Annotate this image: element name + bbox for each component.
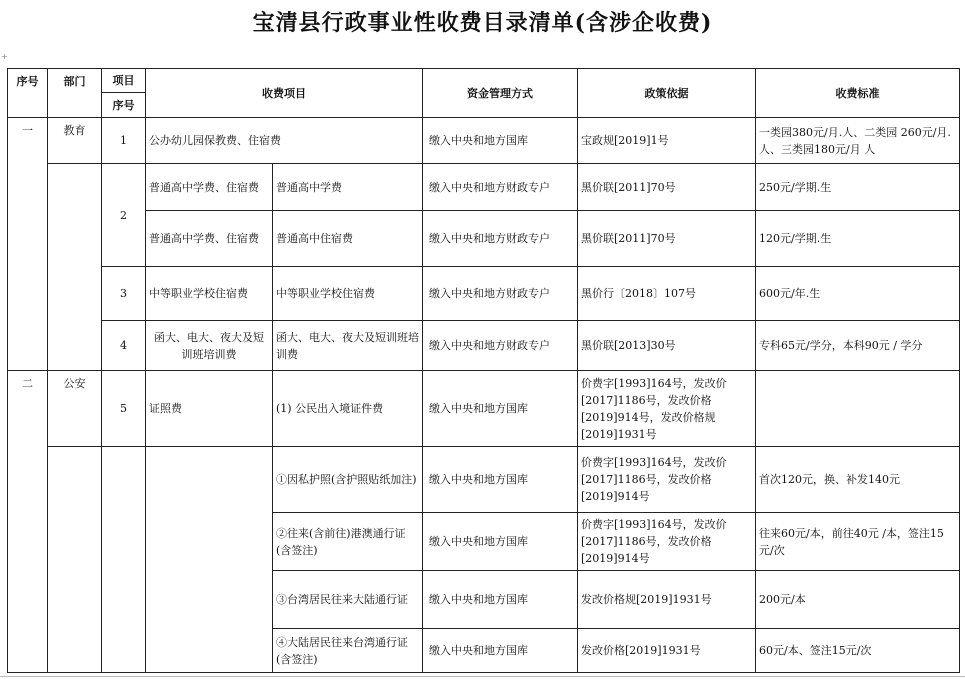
- sub-item-name: ③台湾居民往来大陆通行证: [273, 571, 423, 629]
- item-no: 1: [102, 118, 146, 164]
- fee-standard: 250元/学期.生: [756, 164, 960, 211]
- fund-method: 缴入中央和地方国库: [423, 571, 578, 629]
- header-standard: 收费标准: [756, 69, 960, 118]
- header-row: [8, 69, 960, 93]
- section-dept-continued: [48, 447, 102, 673]
- sub-item-name: 函大、电大、夜大及短训班培训费: [273, 321, 423, 371]
- fund-method: 缴入中央和地方财政专户: [423, 211, 578, 267]
- sub-item-name: 普通高中学费: [273, 164, 423, 211]
- fee-standard: [756, 371, 960, 447]
- sub-item-name: (1) 公民出入境证件费: [273, 371, 423, 447]
- header-dept: 部门: [48, 69, 102, 118]
- fund-method: 缴入中央和地方财政专户: [423, 164, 578, 211]
- policy-basis: 发改价格[2019]1931号: [578, 629, 756, 673]
- section-seq: 二: [8, 371, 48, 673]
- fee-standard: 600元/年.生: [756, 267, 960, 321]
- sub-item-name: ④大陆居民往来台湾通行证(含签注): [273, 629, 423, 673]
- policy-basis: 价费字[1993]164号，发改价[2017]1186号，发改价格[2019]914号，发改价格规[2019]1931号: [578, 371, 756, 447]
- table-row: [8, 118, 960, 164]
- item-no: 2: [102, 164, 146, 267]
- table-row: [8, 447, 960, 513]
- item-no-continued: [102, 447, 146, 673]
- fee-table: [7, 68, 960, 673]
- fee-standard: 120元/学期.生: [756, 211, 960, 267]
- fee-standard: 往来60元/本，前往40元 /本，签注15元/次: [756, 513, 960, 571]
- sub-item-name: 中等职业学校住宿费: [273, 267, 423, 321]
- policy-basis: 黑价联[2011]70号: [578, 164, 756, 211]
- fund-method: 缴入中央和地方国库: [423, 118, 578, 164]
- sub-item-name: 普通高中住宿费: [273, 211, 423, 267]
- policy-basis: 黑价行〔2018〕107号: [578, 267, 756, 321]
- fund-method: 缴入中央和地方国库: [423, 513, 578, 571]
- fund-method: 缴入中央和地方财政专户: [423, 267, 578, 321]
- item-name: 函大、电大、夜大及短训班培训费: [146, 321, 273, 371]
- policy-basis: 价费字[1993]164号，发改价[2017]1186号，发改价格[2019]914号: [578, 447, 756, 513]
- header-seq: 序号: [8, 69, 48, 118]
- item-name-continued: [146, 447, 273, 673]
- header-policy: 政策依据: [578, 69, 756, 118]
- fee-standard: 60元/本、签注15元/次: [756, 629, 960, 673]
- item-no: 3: [102, 267, 146, 321]
- item-name: 证照费: [146, 371, 273, 447]
- item-name: 公办幼儿园保教费、住宿费: [146, 118, 423, 164]
- table-row: [8, 164, 960, 211]
- header-item-seq-top: 项目: [102, 69, 146, 93]
- header-item-seq-bottom: 序号: [102, 93, 146, 118]
- policy-basis: 价费字[1993]164号，发改价[2017]1186号，发改价格[2019]914号: [578, 513, 756, 571]
- section-dept-continued: [48, 164, 102, 371]
- fee-standard: 专科65元/学分，本科90元 / 学分: [756, 321, 960, 371]
- page-bottom-edge: [0, 676, 965, 677]
- sub-item-name: ②往来(含前往)港澳通行证(含签注): [273, 513, 423, 571]
- item-no: 5: [102, 371, 146, 447]
- section-dept: 教育: [48, 118, 102, 164]
- header-fund: 资金管理方式: [423, 69, 578, 118]
- section-seq: 一: [8, 118, 48, 371]
- fee-standard: 首次120元，换、补发140元: [756, 447, 960, 513]
- header-item: 收费项目: [146, 69, 423, 118]
- fund-method: 缴入中央和地方国库: [423, 447, 578, 513]
- item-no: 4: [102, 321, 146, 371]
- item-name: 普通高中学费、住宿费: [146, 164, 273, 211]
- policy-basis: 发改价格规[2019]1931号: [578, 571, 756, 629]
- fee-standard: 一类园380元/月.人、二类园 260元/月.人、三类园180元/月 人: [756, 118, 960, 164]
- policy-basis: 宝政规[2019]1号: [578, 118, 756, 164]
- policy-basis: 黑价联[2011]70号: [578, 211, 756, 267]
- section-dept: 公安: [48, 371, 102, 447]
- table-row: [8, 211, 960, 267]
- table-row: [8, 371, 960, 447]
- sub-item-name: ①因私护照(含护照贴纸加注): [273, 447, 423, 513]
- page-title: 宝清县行政事业性收费目录清单(含涉企收费): [252, 10, 713, 36]
- fund-method: 缴入中央和地方国库: [423, 371, 578, 447]
- item-name: 普通高中学费、住宿费: [146, 211, 273, 267]
- fee-standard: 200元/本: [756, 571, 960, 629]
- fund-method: 缴入中央和地方国库: [423, 629, 578, 673]
- table-row: [8, 267, 960, 321]
- fund-method: 缴入中央和地方财政专户: [423, 321, 578, 371]
- policy-basis: 黑价联[2013]30号: [578, 321, 756, 371]
- table-row: [8, 321, 960, 371]
- item-name: 中等职业学校住宿费: [146, 267, 273, 321]
- edge-mark: +: [1, 52, 8, 61]
